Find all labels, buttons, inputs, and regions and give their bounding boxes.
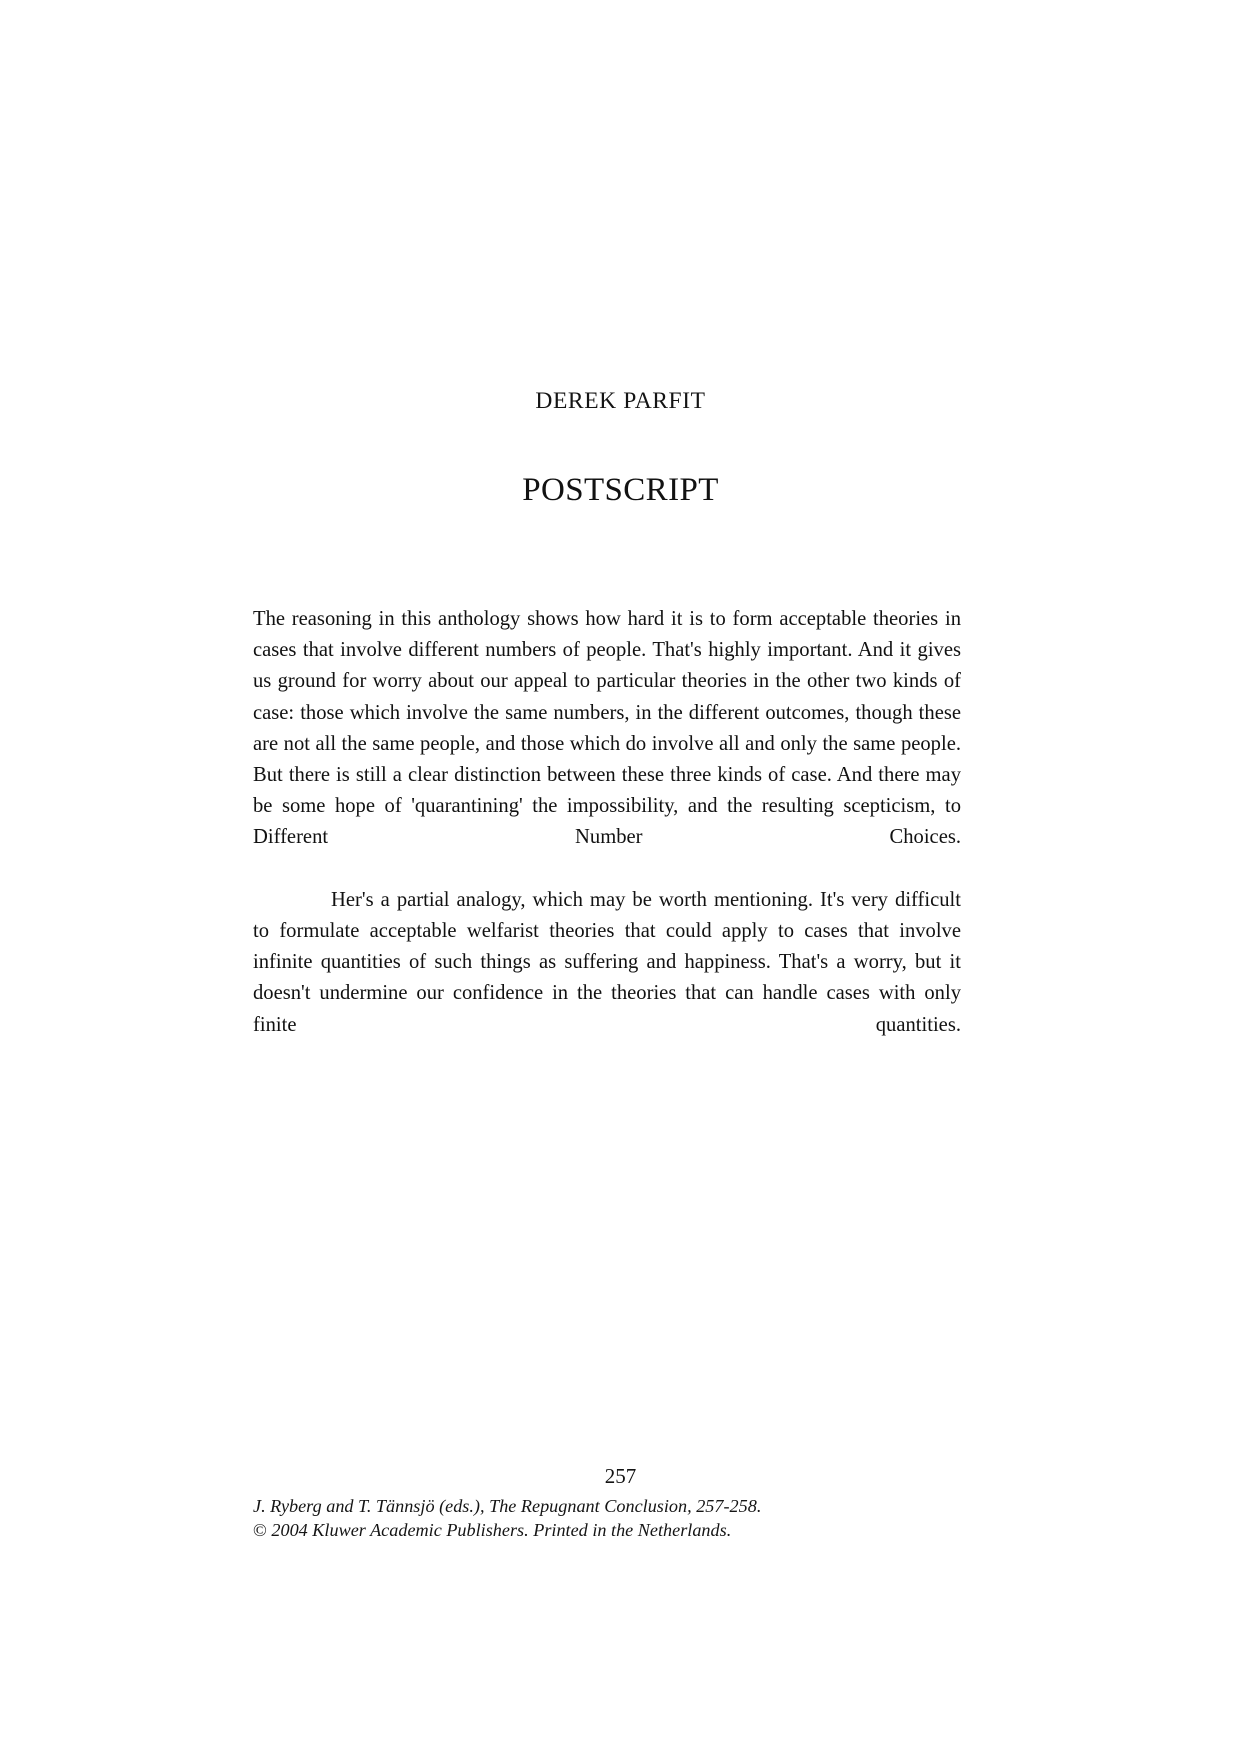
imprint-copyright	[253, 1519, 1013, 1543]
copyright-icon: ©	[253, 1519, 267, 1540]
imprint-copyright-text: 2004 Kluwer Academic Publishers. Printed in the Netherlands.	[266, 1519, 732, 1540]
author-name: DEREK PARFIT	[535, 388, 706, 414]
paragraph-2: Her's a partial analogy, which may be worth mentioning. It's very difficult to formulate acceptable welfarist theories that could apply to cases that involve infinite quantities of such things as suffering and happiness. That's a worry, but it doesn't undermine our confidence in the theories that can handle cases with only finite quantities.	[253, 888, 961, 1036]
imprint-citation: J. Ryberg and T. Tännsjö (eds.), The Repugnant Conclusion, 257-258.	[253, 1496, 762, 1516]
page-title: POSTSCRIPT	[522, 472, 719, 508]
imprint-block	[253, 1495, 1013, 1542]
paragraph-1: The reasoning in this anthology shows how hard it is to form acceptable theories in cases that involve different numbers of people. That's highly important. And it gives us ground for worry about our appeal to particular theories in the other two kinds of case: those which involve the same numbers, in the different outcomes, though these are not all the same people, and those which do involve all and only the same people. But there is still a clear distinction between these three kinds of case. And there may be some hope of 'quarantining' the impossibility, and the resulting scepticism, to Different Number Choices.	[253, 608, 961, 849]
page-number: 257	[604, 1464, 637, 1488]
body-text	[253, 604, 961, 1072]
